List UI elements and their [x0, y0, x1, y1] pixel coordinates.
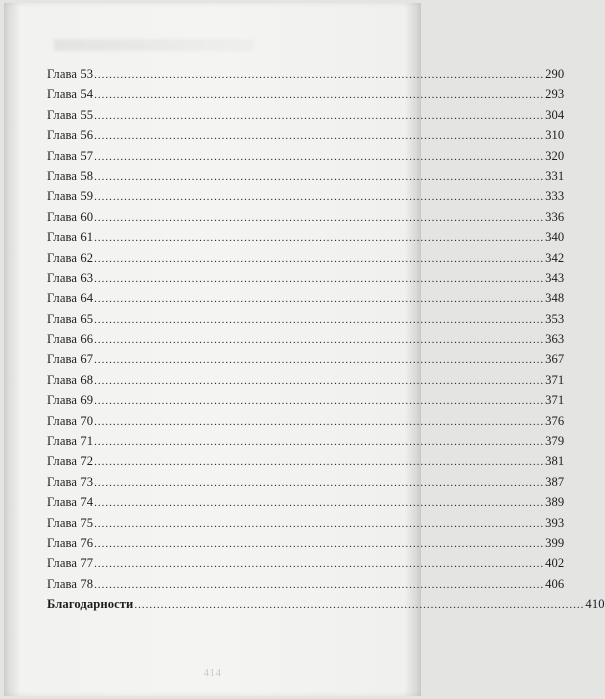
- dot-leader: ........................................................................................................................: [94, 313, 545, 326]
- toc-entry-title: Глава 66: [47, 332, 94, 347]
- toc-entry: [47, 492, 565, 512]
- toc-entry-title: Глава 55: [47, 107, 94, 122]
- toc-entry: [47, 329, 565, 349]
- toc-entry-page-number: 304: [545, 107, 565, 122]
- dot-leader: ........................................................................................................................: [94, 130, 545, 143]
- toc-entry-page-number: 406: [545, 576, 565, 591]
- toc-entry-page-number: 320: [545, 148, 565, 163]
- toc-entry-page-number: 310: [545, 128, 565, 143]
- toc-entry: [47, 431, 565, 451]
- dot-leader: ........................................................................................................................: [94, 476, 545, 489]
- toc-entry-title: Глава 78: [47, 576, 94, 591]
- dot-leader: ........................................................................................................................: [94, 354, 545, 367]
- table-of-contents: [47, 64, 605, 615]
- toc-entry: [47, 370, 565, 390]
- dot-leader: ........................................................................................................................: [94, 252, 545, 265]
- toc-entry-title: Глава 60: [47, 209, 94, 224]
- toc-entry-title: Глава 64: [47, 291, 94, 306]
- toc-entry-title: Глава 71: [47, 434, 94, 449]
- toc-entry: [47, 146, 565, 166]
- toc-entry-page-number: 376: [545, 413, 565, 428]
- dot-leader: ........................................................................................................................: [94, 109, 545, 122]
- toc-entry-title: Глава 53: [47, 67, 94, 81]
- toc-entry: [47, 533, 565, 553]
- dot-leader: ........................................................................................................................: [134, 599, 585, 612]
- toc-entry-title: Глава 77: [47, 556, 94, 571]
- toc-entry-title: Глава 73: [47, 474, 94, 489]
- toc-entry-title: Глава 58: [47, 168, 94, 183]
- toc-entry-page-number: 387: [545, 474, 565, 489]
- toc-entry: [47, 390, 565, 410]
- toc-entry-page-number: 371: [545, 393, 565, 408]
- toc-entry: [47, 186, 565, 206]
- dot-leader: ........................................................................................................................: [94, 456, 545, 469]
- dot-leader: ........................................................................................................................: [94, 537, 545, 550]
- toc-entry-page-number: 348: [545, 291, 565, 306]
- toc-entry-title: Глава 62: [47, 250, 94, 265]
- toc-entry-page-number: 381: [545, 454, 565, 469]
- toc-entry: [47, 451, 565, 471]
- toc-entry: [47, 84, 565, 104]
- dot-leader: ........................................................................................................................: [94, 334, 545, 347]
- dot-leader: ........................................................................................................................: [94, 191, 545, 204]
- toc-entry-title: Глава 67: [47, 352, 94, 367]
- dot-leader: ........................................................................................................................: [94, 69, 545, 81]
- toc-entry-page-number: 367: [545, 352, 565, 367]
- show-through-shadow: [54, 39, 254, 51]
- toc-entry-title: Глава 54: [47, 87, 94, 102]
- toc-entry: [47, 227, 565, 247]
- toc-entry-page-number: 342: [545, 250, 565, 265]
- toc-entry-title: Глава 56: [47, 128, 94, 143]
- dot-leader: ........................................................................................................................: [94, 232, 545, 245]
- dot-leader: ........................................................................................................................: [94, 374, 545, 387]
- toc-entry-title: Глава 76: [47, 535, 94, 550]
- toc-entry-page-number: 393: [545, 515, 565, 530]
- dot-leader: ........................................................................................................................: [94, 415, 545, 428]
- toc-entry-page-number: 410: [585, 597, 605, 612]
- toc-entry: [47, 268, 565, 288]
- toc-entry: [47, 125, 565, 145]
- toc-entry-title: Глава 70: [47, 413, 94, 428]
- toc-entry-title: Глава 69: [47, 393, 94, 408]
- toc-entry-title: Глава 75: [47, 515, 94, 530]
- toc-entry: [47, 309, 565, 329]
- dot-leader: ........................................................................................................................: [94, 517, 545, 530]
- dot-leader: ........................................................................................................................: [94, 578, 545, 591]
- toc-entry: [47, 553, 565, 573]
- toc-entry-page-number: 336: [545, 209, 565, 224]
- toc-entry-page-number: 363: [545, 332, 565, 347]
- toc-entry-page-number: 402: [545, 556, 565, 571]
- toc-entry-title: Глава 61: [47, 230, 94, 245]
- toc-entry: [47, 513, 565, 533]
- toc-entry-title: Глава 59: [47, 189, 94, 204]
- toc-entry-page-number: 389: [545, 495, 565, 510]
- toc-entry-page-number: 343: [545, 270, 565, 285]
- dot-leader: ........................................................................................................................: [94, 497, 545, 510]
- dot-leader: ........................................................................................................................: [94, 211, 545, 224]
- toc-entry: [47, 594, 605, 614]
- toc-entry: [47, 411, 565, 431]
- toc-entry-title: Глава 74: [47, 495, 94, 510]
- toc-entry: [47, 166, 565, 186]
- dot-leader: ........................................................................................................................: [94, 293, 545, 306]
- toc-entry-title: Глава 57: [47, 148, 94, 163]
- toc-entry-title: Глава 63: [47, 270, 94, 285]
- toc-entry-page-number: 333: [545, 189, 565, 204]
- toc-entry-page-number: 290: [545, 67, 565, 81]
- toc-entry: [47, 349, 565, 369]
- toc-entry: [47, 64, 565, 84]
- dot-leader: ........................................................................................................................: [94, 272, 545, 285]
- toc-entry: [47, 574, 565, 594]
- toc-entry-page-number: 331: [545, 168, 565, 183]
- toc-entry-title: Глава 65: [47, 311, 94, 326]
- toc-entry-page-number: 379: [545, 434, 565, 449]
- toc-entry-title: Глава 68: [47, 372, 94, 387]
- toc-entry-page-number: 340: [545, 230, 565, 245]
- toc-entry-page-number: 353: [545, 311, 565, 326]
- dot-leader: ........................................................................................................................: [94, 150, 545, 163]
- dot-leader: ........................................................................................................................: [94, 436, 545, 449]
- toc-entry: [47, 248, 565, 268]
- dot-leader: ........................................................................................................................: [94, 170, 545, 183]
- page-number: 414: [203, 667, 222, 679]
- toc-entry-title: Глава 72: [47, 454, 94, 469]
- toc-entry-page-number: 399: [545, 535, 565, 550]
- toc-entry-title: Благодарности: [47, 597, 134, 612]
- toc-entry-page-number: 371: [545, 372, 565, 387]
- toc-entry-page-number: 293: [545, 87, 565, 102]
- toc-entry: [47, 105, 565, 125]
- dot-leader: ........................................................................................................................: [94, 395, 545, 408]
- toc-entry: [47, 288, 565, 308]
- dot-leader: ........................................................................................................................: [94, 558, 545, 571]
- toc-entry: [47, 472, 565, 492]
- dot-leader: ........................................................................................................................: [94, 89, 545, 102]
- toc-entry: [47, 207, 565, 227]
